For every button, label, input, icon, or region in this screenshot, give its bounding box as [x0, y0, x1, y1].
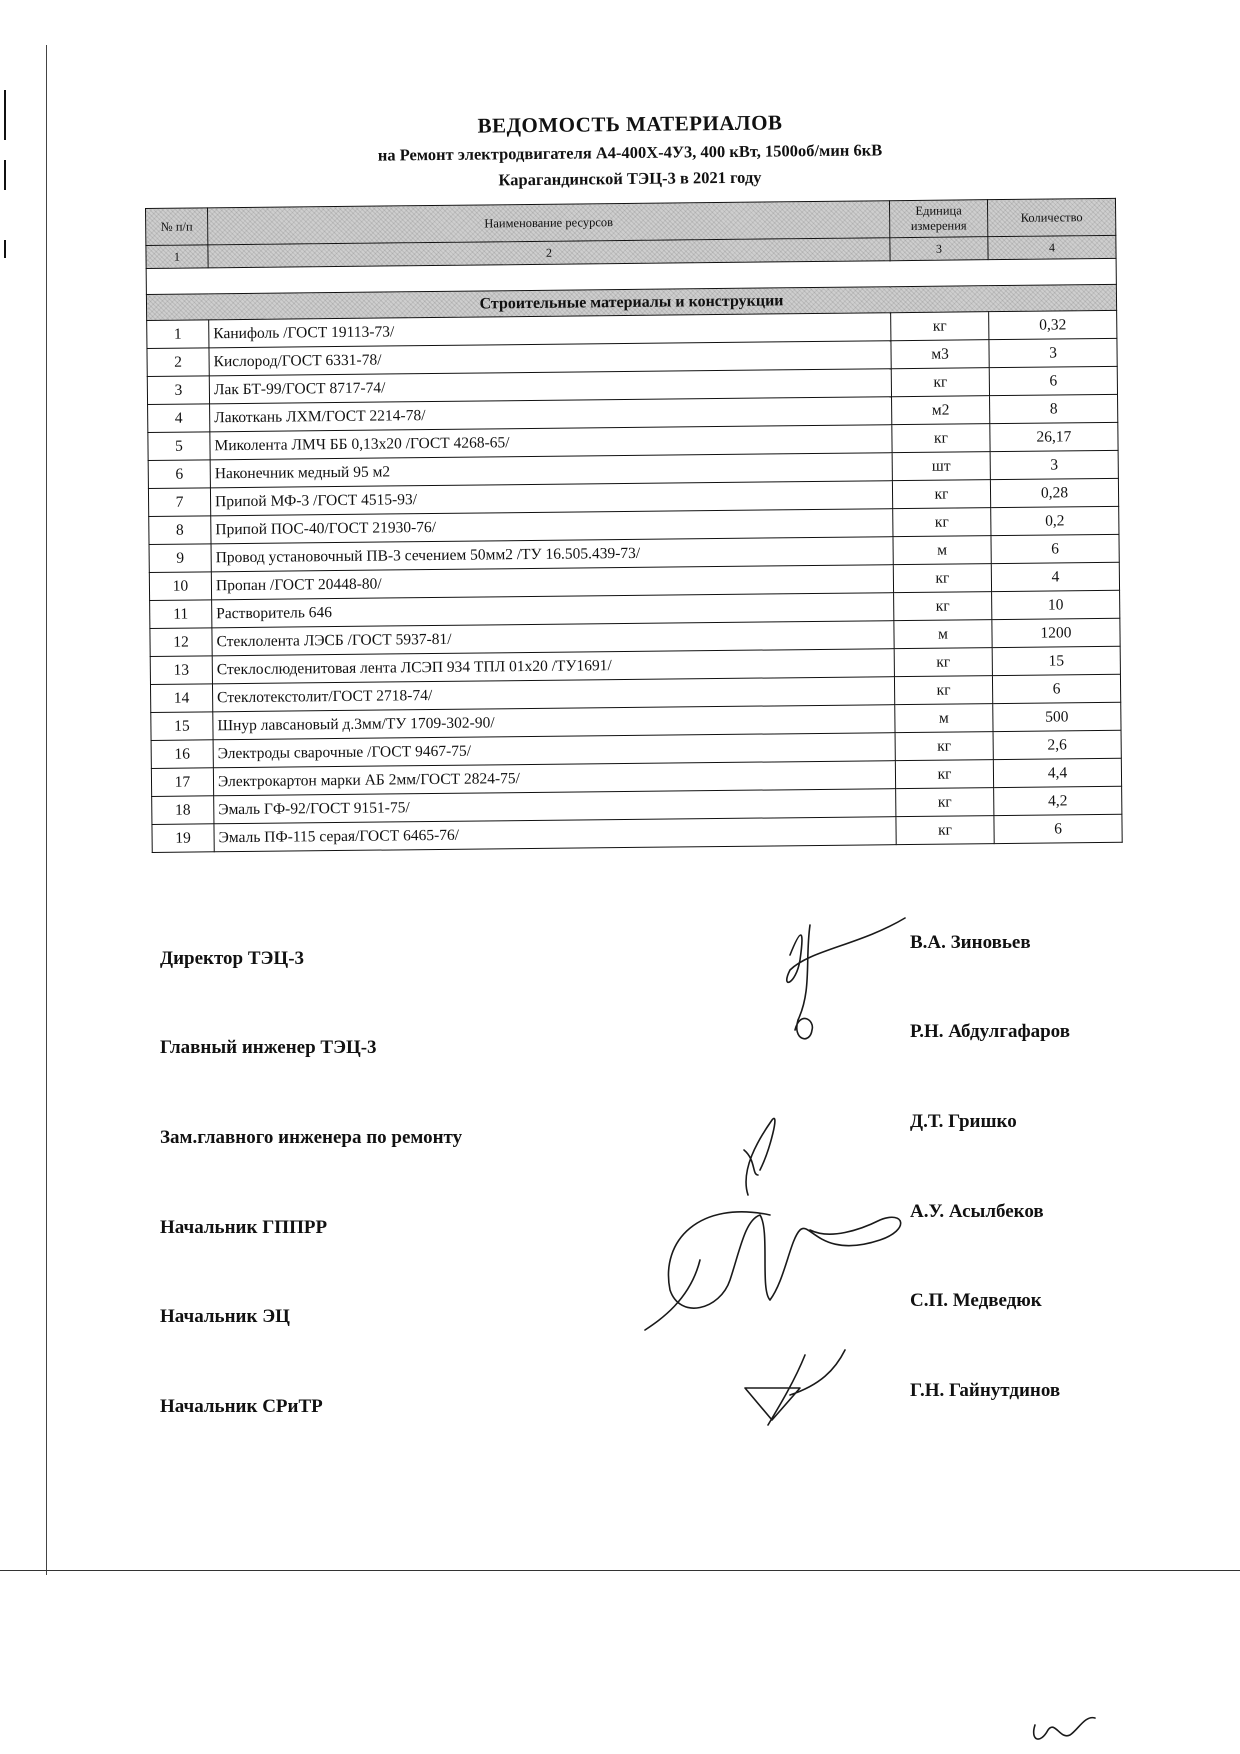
row-unit: м [894, 620, 992, 649]
row-unit: кг [894, 676, 992, 705]
row-quantity: 26,17 [990, 422, 1118, 451]
row-unit: м3 [891, 340, 989, 369]
row-unit: кг [893, 508, 991, 537]
scan-edge-mark [4, 240, 6, 258]
row-unit: м [893, 536, 991, 565]
signature-initials [1034, 1718, 1095, 1739]
row-name: Канифоль /ГОСТ 19113-73/ [209, 313, 891, 348]
row-name: Электроды сварочные /ГОСТ 9467-75/ [213, 733, 895, 768]
row-number: 1 [147, 320, 209, 349]
row-unit: кг [891, 312, 989, 341]
row-number: 16 [151, 740, 213, 769]
row-number: 7 [148, 488, 210, 517]
row-unit: кг [892, 480, 990, 509]
row-quantity: 15 [992, 646, 1120, 675]
row-unit: кг [894, 648, 992, 677]
signatory-position: Начальник СРиТР [160, 1396, 323, 1417]
row-name: Эмаль ГФ-92/ГОСТ 9151-75/ [214, 789, 896, 824]
signatory-name: Р.Н. Абдулгафаров [910, 1021, 1070, 1042]
row-name: Стеклослюденитовая лента ЛСЭП 934 ТПЛ 01х20 /ТУ1691/ [212, 649, 894, 684]
row-unit: шт [892, 452, 990, 481]
row-name: Стеклотекстолит/ГОСТ 2718-74/ [212, 677, 894, 712]
row-name: Наконечник медный 95 м2 [210, 453, 892, 488]
row-quantity: 0,28 [990, 478, 1118, 507]
row-quantity: 10 [992, 590, 1120, 619]
signatory-position: Начальник ГППРР [160, 1217, 328, 1238]
signatory-row [160, 1021, 1110, 1077]
signatory-name: В.А. Зиновьев [910, 932, 1031, 953]
row-quantity: 6 [991, 534, 1119, 563]
row-quantity: 4,4 [993, 758, 1121, 787]
header-unit: Единица измерения [889, 200, 987, 238]
document-subtitle: на Ремонт электродвигателя А4-400Х-4У3, 400 кВт, 1500об/мин 6кВ [377, 140, 883, 165]
row-number: 14 [150, 684, 212, 713]
signatory-position: Зам.главного инженера по ремонту [160, 1127, 463, 1148]
row-quantity: 6 [989, 366, 1117, 395]
header-name: Наименование ресурсов [208, 201, 890, 245]
column-number: 4 [988, 235, 1116, 259]
row-unit: кг [893, 564, 991, 593]
row-name: Миколента ЛМЧ ББ 0,13х20 /ГОСТ 4268-65/ [210, 425, 892, 460]
row-unit: кг [896, 788, 994, 817]
document-title: ВЕДОМОСТЬ МАТЕРИАЛОВ [477, 110, 783, 138]
row-name: Электрокартон марки АБ 2мм/ГОСТ 2824-75/ [213, 761, 895, 796]
document-header [150, 112, 1110, 189]
row-unit: кг [895, 760, 993, 789]
row-number: 18 [152, 796, 214, 825]
row-name: Провод установочный ПВ-3 сечением 50мм2 /ТУ 16.505.439-73/ [211, 537, 893, 572]
row-number: 2 [147, 348, 209, 377]
column-number: 2 [208, 238, 890, 268]
signatory-row [160, 1201, 1110, 1257]
signatory-name: С.П. Медведюк [910, 1290, 1042, 1311]
row-quantity: 0,32 [989, 310, 1117, 339]
row-quantity: 4 [991, 562, 1119, 591]
row-unit: м [895, 704, 993, 733]
signatory-name: Д.Т. Гришко [910, 1111, 1017, 1132]
row-name: Стеклолента ЛЭСБ /ГОСТ 5937-81/ [212, 621, 894, 656]
column-number: 3 [890, 237, 988, 261]
signatory-position: Начальник ЭЦ [160, 1306, 290, 1327]
row-name: Растворитель 646 [212, 593, 894, 628]
row-number: 13 [150, 656, 212, 685]
signatory-row [160, 1111, 1110, 1167]
row-unit: кг [891, 368, 989, 397]
row-number: 15 [151, 712, 213, 741]
row-name: Лакоткань ЛХМ/ГОСТ 2214-78/ [210, 397, 892, 432]
row-quantity: 2,6 [993, 730, 1121, 759]
header-num: № п/п [146, 208, 208, 246]
row-quantity: 4,2 [994, 786, 1122, 815]
header-qty: Количество [987, 198, 1115, 236]
row-number: 5 [148, 432, 210, 461]
section-title: Строительные материалы и конструкции [146, 284, 1116, 320]
row-number: 12 [150, 628, 212, 657]
document-subtitle-2: Карагандинской ТЭЦ-3 в 2021 году [498, 167, 762, 190]
row-number: 19 [152, 824, 214, 853]
row-quantity: 1200 [992, 618, 1120, 647]
signatory-position: Директор ТЭЦ-3 [160, 948, 305, 969]
signatory-row [160, 932, 1110, 988]
row-name: Пропан /ГОСТ 20448-80/ [211, 565, 893, 600]
row-quantity: 6 [992, 674, 1120, 703]
scan-edge-mark [4, 160, 6, 190]
scan-bottom-border [0, 1570, 1240, 1571]
column-number: 1 [146, 245, 208, 269]
row-name: Лак БТ-99/ГОСТ 8717-74/ [209, 369, 891, 404]
row-unit: кг [895, 732, 993, 761]
row-quantity: 6 [994, 814, 1122, 843]
row-name: Припой МФ-3 /ГОСТ 4515-93/ [210, 481, 892, 516]
row-quantity: 0,2 [991, 506, 1119, 535]
row-number: 9 [149, 544, 211, 573]
row-unit: кг [892, 424, 990, 453]
row-quantity: 3 [989, 338, 1117, 367]
signatory-row [160, 1380, 1110, 1436]
row-name: Шнур лавсановый д.3мм/ТУ 1709-302-90/ [213, 705, 895, 740]
row-name: Кислород/ГОСТ 6331-78/ [209, 341, 891, 376]
signatory-position: Главный инженер ТЭЦ-3 [160, 1037, 377, 1058]
row-unit: кг [896, 816, 994, 845]
signatory-row [160, 1290, 1110, 1346]
scan-edge-mark [4, 90, 6, 140]
scan-left-border [46, 45, 47, 1575]
row-number: 8 [149, 516, 211, 545]
signatory-name: Г.Н. Гайнутдинов [910, 1380, 1061, 1401]
signatory-name: А.У. Асылбеков [910, 1201, 1044, 1222]
row-number: 3 [147, 376, 209, 405]
row-unit: м2 [892, 396, 990, 425]
row-quantity: 3 [990, 450, 1118, 479]
row-number: 10 [149, 572, 211, 601]
row-number: 11 [150, 600, 212, 629]
row-number: 17 [151, 768, 213, 797]
row-quantity: 500 [993, 702, 1121, 731]
row-quantity: 8 [990, 394, 1118, 423]
materials-table [145, 198, 1122, 853]
row-name: Припой ПОС-40/ГОСТ 21930-76/ [211, 509, 893, 544]
row-name: Эмаль ПФ-115 серая/ГОСТ 6465-76/ [214, 817, 896, 852]
row-unit: кг [894, 592, 992, 621]
row-number: 4 [148, 404, 210, 433]
row-number: 6 [148, 460, 210, 489]
